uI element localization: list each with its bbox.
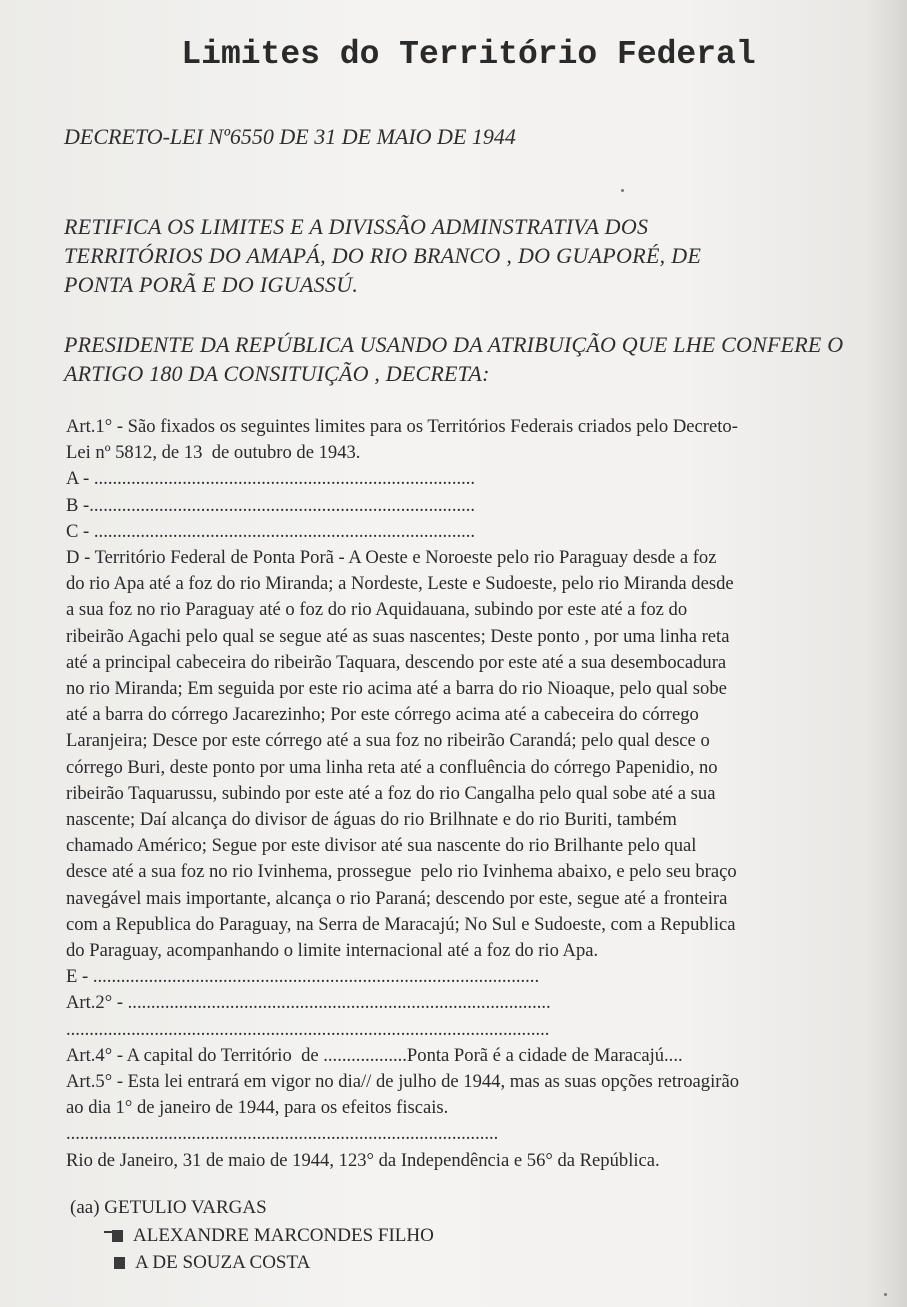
square-bullet-icon <box>114 1257 125 1269</box>
presidente-line: PRESIDENTE DA REPÚBLICA USANDO DA ATRIBUIÇÃO QUE LHE CONFERE O <box>64 332 844 357</box>
body-line: ribeirão Taquarussu, subindo por este até a foz do rio Cangalha pelo qual sobe até a sua <box>66 782 716 804</box>
body-line: até a barra do córrego Jacarezinho; Por este córrego acima até a cabeceira do córrego <box>66 704 699 726</box>
presidente-line: ARTIGO 180 DA CONSITUIÇÃO , DECRETA: <box>64 361 490 386</box>
body-line: do Paraguay, acompanhando o limite internacional até a foz do rio Apa. <box>66 940 599 962</box>
body-line: do rio Apa até a foz do rio Miranda; a Nordeste, Leste e Sudoeste, pelo rio Miranda desde <box>66 573 734 595</box>
decree-heading: DECRETO-LEI Nº6550 DE 31 DE MAIO DE 1944 <box>64 124 516 149</box>
body-line: chamado Américo; Segue por este divisor até sua nascente do rio Brilhante pelo qual <box>66 835 697 857</box>
body-line: ............................................................................................. <box>66 1123 499 1145</box>
body-line: ribeirão Agachi pelo qual se segue até as suas nascentes; Deste ponto , por uma linha reta <box>66 625 730 647</box>
body-line: Laranjeira; Desce por este córrego até a sua foz no ribeirão Carandá; pelo qual desce o <box>66 730 710 752</box>
page-edge-shadow <box>867 0 907 1307</box>
signature-second <box>104 1225 434 1247</box>
body-line: ao dia 1° de janeiro de 1944, para os efeitos fiscais. <box>66 1097 449 1119</box>
body-line: Art.4° - A capital do Território de ..................Ponta Porã é a cidade de Maracajú.... <box>66 1044 683 1066</box>
body-line: C - .................................................................................. <box>66 520 476 542</box>
body-line: até a principal cabeceira do ribeirão Taquara, descendo por este até a sua desembocadura <box>66 651 727 673</box>
body-line: D - Território Federal de Ponta Porã - A Oeste e Noroeste pelo rio Paraguay desde a foz <box>66 547 717 569</box>
signature-third <box>114 1252 310 1274</box>
square-bullet-icon <box>112 1230 123 1242</box>
paper-speck <box>884 1293 887 1296</box>
body-line: Lei nº 5812, de 13 de outubro de 1943. <box>66 442 361 464</box>
body-line: Art.1° - São fixados os seguintes limites para os Territórios Federais criados pelo Decreto- <box>66 416 738 437</box>
body-line: no rio Miranda; Em seguida por este rio acima até a barra do rio Nioaque, pelo qual sobe <box>66 678 727 700</box>
body-line: com a Republica do Paraguay, na Serra de Maracajú; No Sul e Sudoeste, com a Republica <box>66 913 736 935</box>
decree-body <box>66 414 866 1174</box>
signature-second-name: ALEXANDRE MARCONDES FILHO <box>133 1225 434 1246</box>
signature-main: (aa) GETULIO VARGAS <box>70 1197 267 1218</box>
signature-third-name: A DE SOUZA COSTA <box>135 1252 311 1273</box>
body-line: córrego Buri, deste ponto por uma linha reta até a confluência do córrego Papenidio, no <box>66 756 718 778</box>
retifica-line: RETIFICA OS LIMITES E A DIVISSÃO ADMINSTRATIVA DOS <box>64 214 649 239</box>
body-line: Art.5° - Esta lei entrará em vigor no dia// de julho de 1944, mas as suas opções retroagirão <box>66 1071 739 1093</box>
presidente-heading <box>64 330 864 388</box>
body-line: A - .................................................................................. <box>66 468 476 490</box>
paper-speck <box>621 189 624 192</box>
body-line: Art.2° - ........................................................................................... <box>66 992 551 1014</box>
body-line: nascente; Daí alcança do divisor de águas do rio Brilhnate e do rio Buriti, também <box>66 809 677 831</box>
body-line: E - ................................................................................................ <box>66 966 540 988</box>
body-line: navegável mais importante, alcança o rio Paraná; descendo por este, segue até a fronteira <box>66 887 728 909</box>
document-title: Limites do Território Federal <box>181 36 756 73</box>
body-line: a sua foz no rio Paraguay até o foz do rio Aquidauana, subindo por este até a foz do <box>66 599 688 621</box>
retifica-line: TERRITÓRIOS DO AMAPÁ, DO RIO BRANCO , DO GUAPORÉ, DE <box>64 243 702 268</box>
body-line: desce até a sua foz no rio Ivinhema, prossegue pelo rio Ivinhema abaixo, e pelo seu braço <box>66 861 737 883</box>
retifica-heading <box>64 212 864 299</box>
dash-mark-icon <box>104 1231 112 1233</box>
body-line: B -................................................................................... <box>66 494 476 516</box>
retifica-line: PONTA PORÃ E DO IGUASSÚ. <box>64 272 359 297</box>
body-line: Rio de Janeiro, 31 de maio de 1944, 123° da Independência e 56° da República. <box>66 1149 660 1171</box>
body-line: ........................................................................................................ <box>66 1018 550 1040</box>
